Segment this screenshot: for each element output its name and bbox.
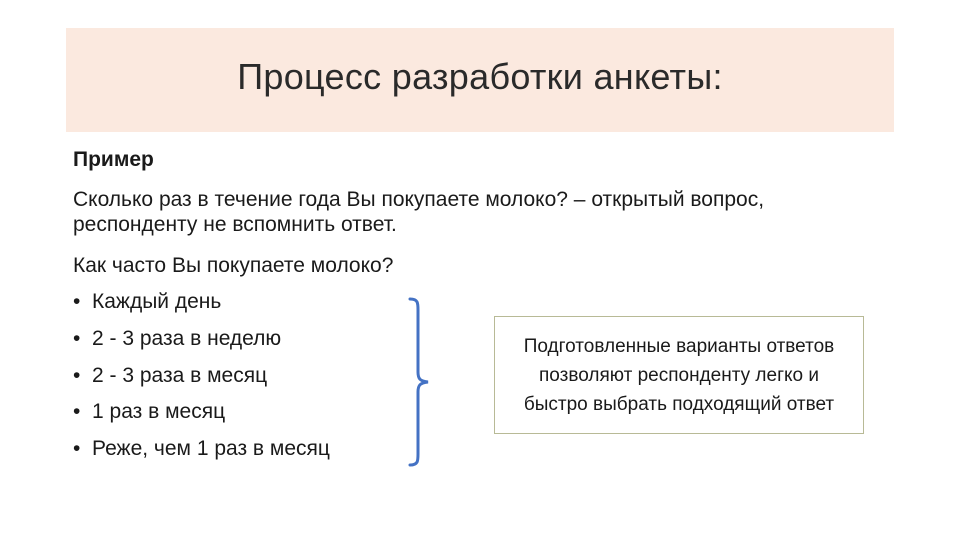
title-band	[66, 28, 894, 132]
list-item	[73, 288, 330, 325]
bullet-icon: •	[73, 437, 81, 461]
list-item-label: Каждый день	[92, 290, 222, 313]
bullet-icon: •	[73, 290, 81, 313]
bullet-icon: •	[73, 326, 81, 350]
callout-box	[494, 316, 864, 434]
example-heading: Пример	[73, 148, 154, 171]
list-item-label: 2 - 3 раза в месяц	[92, 363, 268, 387]
list-item	[73, 325, 330, 362]
list-item	[73, 398, 330, 435]
open-question-text: Сколько раз в течение года Вы покупаете молоко? – открытый вопрос, респонденту не вспомнить ответ.	[73, 188, 765, 236]
bullet-icon: •	[73, 400, 81, 424]
list-item-label: Реже, чем 1 раз в месяц	[92, 437, 330, 461]
list-item	[73, 362, 330, 399]
question-text: Как часто Вы покупаете молоко?	[73, 254, 394, 277]
list-item-label: 1 раз в месяц	[92, 400, 226, 424]
right-brace-icon	[402, 296, 432, 468]
list-item	[73, 435, 330, 472]
slide-title: Процесс разработки анкеты:	[237, 56, 723, 97]
list-item-label: 2 - 3 раза в неделю	[92, 326, 282, 350]
callout-text: Подготовленные варианты ответов позволяют респонденту легко и быстро выбрать подходящий ответ	[523, 335, 835, 415]
answer-options-list	[73, 288, 330, 472]
bullet-icon: •	[73, 363, 81, 387]
